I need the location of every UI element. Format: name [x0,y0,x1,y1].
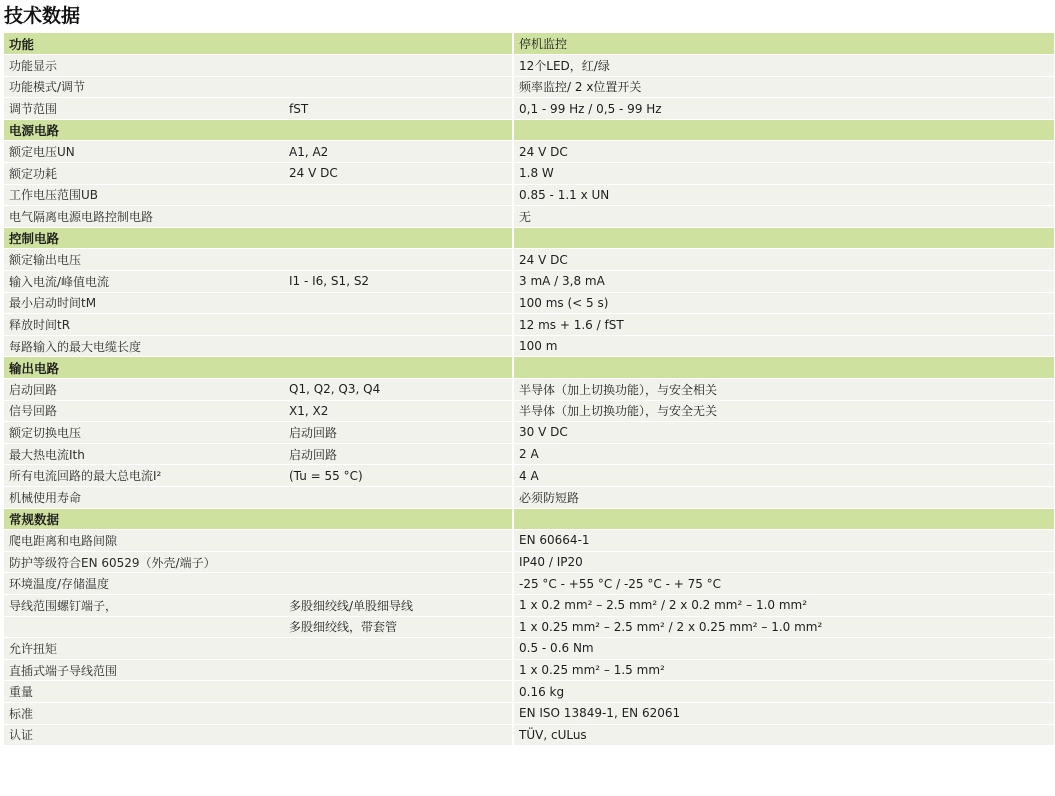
param-value: IP40 / IP20 [513,551,1054,573]
table-row [4,422,1054,444]
param-value: 30 V DC [513,422,1054,444]
param-condition: (Tu = 55 °C) [284,465,513,487]
section-heading-value [513,508,1054,530]
param-value: 2 A [513,443,1054,465]
section-heading-value [513,227,1054,249]
param-label: 额定输出电压 [4,249,284,271]
table-row [4,724,1054,746]
table-row [4,55,1054,77]
param-label: 每路输入的最大电缆长度 [4,335,284,357]
param-condition [284,292,513,314]
table-row [4,314,1054,336]
table-row [4,184,1054,206]
param-value: 24 V DC [513,141,1054,163]
param-value: 半导体（加上切换功能），与安全相关 [513,379,1054,401]
param-condition [284,573,513,595]
param-label: 允许扭矩 [4,638,284,660]
table-row [4,76,1054,98]
table-row [4,400,1054,422]
param-value: EN 60664-1 [513,530,1054,552]
table-row [4,443,1054,465]
param-label: 功能显示 [4,55,284,77]
spec-table [4,33,1054,746]
param-condition: fST [284,98,513,120]
param-value: 1 x 0.25 mm² – 2.5 mm² / 2 x 0.25 mm² – 1.0 mm² [513,616,1054,638]
section-heading-value [513,119,1054,141]
section-heading: 常规数据 [4,508,513,530]
param-condition: Q1, Q2, Q3, Q4 [284,379,513,401]
param-label: 调节范围 [4,98,284,120]
table-row [4,465,1054,487]
param-label: 电气隔离电源电路控制电路 [4,206,284,228]
table-row [4,551,1054,573]
section-heading-value [513,357,1054,379]
param-value: 半导体（加上切换功能），与安全无关 [513,400,1054,422]
param-condition: X1, X2 [284,400,513,422]
param-label: 导线范围螺钉端子， [4,594,284,616]
param-label: 输入电流/峰值电流 [4,271,284,293]
section-header-row [4,33,1054,55]
table-row [4,486,1054,508]
section-header-row [4,508,1054,530]
param-value: 0.16 kg [513,681,1054,703]
param-label: 最大热电流Ith [4,443,284,465]
table-row [4,335,1054,357]
param-label: 环境温度/存储温度 [4,573,284,595]
param-value: TÜV, cULus [513,724,1054,746]
page-title: 技术数据 [4,5,81,27]
param-label: 工作电压范围UB [4,184,284,206]
table-row [4,659,1054,681]
param-label: 防护等级符合EN 60529（外壳/端子） [4,551,284,573]
table-row [4,702,1054,724]
param-label: 额定切换电压 [4,422,284,444]
param-label: 额定功耗 [4,163,284,185]
param-condition [284,659,513,681]
section-heading: 电源电路 [4,119,513,141]
param-value: 0,1 - 99 Hz / 0,5 - 99 Hz [513,98,1054,120]
param-label: 标准 [4,702,284,724]
table-row [4,271,1054,293]
table-row [4,681,1054,703]
param-value: 频率监控/ 2 x位置开关 [513,76,1054,98]
param-label: 释放时间tR [4,314,284,336]
param-condition [284,681,513,703]
param-value: 3 mA / 3,8 mA [513,271,1054,293]
param-value: 12个LED，红/绿 [513,55,1054,77]
param-value: 12 ms + 1.6 / fST [513,314,1054,336]
param-label [4,616,284,638]
param-condition [284,249,513,271]
param-condition: 启动回路 [284,443,513,465]
param-condition: 启动回路 [284,422,513,444]
param-condition [284,206,513,228]
param-value: 0.5 - 0.6 Nm [513,638,1054,660]
table-row [4,206,1054,228]
param-condition: 24 V DC [284,163,513,185]
param-label: 直插式端子导线范围 [4,659,284,681]
param-condition [284,335,513,357]
param-label: 重量 [4,681,284,703]
param-value: 必须防短路 [513,486,1054,508]
section-header-row [4,357,1054,379]
param-condition [284,314,513,336]
param-condition [284,638,513,660]
table-row [4,594,1054,616]
table-row [4,616,1054,638]
param-condition [284,702,513,724]
table-row [4,530,1054,552]
table-row [4,249,1054,271]
param-label: 认证 [4,724,284,746]
param-value: 0.85 - 1.1 x UN [513,184,1054,206]
section-header-row [4,119,1054,141]
param-label: 最小启动时间tM [4,292,284,314]
param-label: 启动回路 [4,379,284,401]
table-row [4,163,1054,185]
param-value: 100 ms (< 5 s) [513,292,1054,314]
param-condition [284,486,513,508]
param-condition: 多股细绞线/单股细导线 [284,594,513,616]
section-heading: 功能 [4,33,513,55]
section-heading: 控制电路 [4,227,513,249]
table-row [4,292,1054,314]
param-value: 1 x 0.25 mm² – 1.5 mm² [513,659,1054,681]
spec-table-body [4,33,1054,746]
table-row [4,141,1054,163]
table-row [4,573,1054,595]
param-label: 信号回路 [4,400,284,422]
table-row [4,638,1054,660]
param-condition [284,530,513,552]
param-condition: A1, A2 [284,141,513,163]
param-label: 功能模式/调节 [4,76,284,98]
param-value: 4 A [513,465,1054,487]
table-row [4,98,1054,120]
param-condition [284,76,513,98]
param-value: -25 °C - +55 °C / -25 °C - + 75 °C [513,573,1054,595]
table-row [4,379,1054,401]
param-label: 额定电压UN [4,141,284,163]
param-label: 机械使用寿命 [4,486,284,508]
param-label: 所有电流回路的最大总电流I² [4,465,284,487]
section-heading-value: 停机监控 [513,33,1054,55]
param-condition [284,551,513,573]
param-condition: 多股细绞线，带套管 [284,616,513,638]
param-condition [284,724,513,746]
param-label: 爬电距离和电路间隙 [4,530,284,552]
param-value: 1 x 0.2 mm² – 2.5 mm² / 2 x 0.2 mm² – 1.0 mm² [513,594,1054,616]
param-value: 100 m [513,335,1054,357]
param-condition [284,55,513,77]
param-condition: I1 - I6, S1, S2 [284,271,513,293]
param-value: 无 [513,206,1054,228]
param-condition [284,184,513,206]
section-heading: 输出电路 [4,357,513,379]
param-value: 24 V DC [513,249,1054,271]
section-header-row [4,227,1054,249]
param-value: 1.8 W [513,163,1054,185]
param-value: EN ISO 13849-1, EN 62061 [513,702,1054,724]
